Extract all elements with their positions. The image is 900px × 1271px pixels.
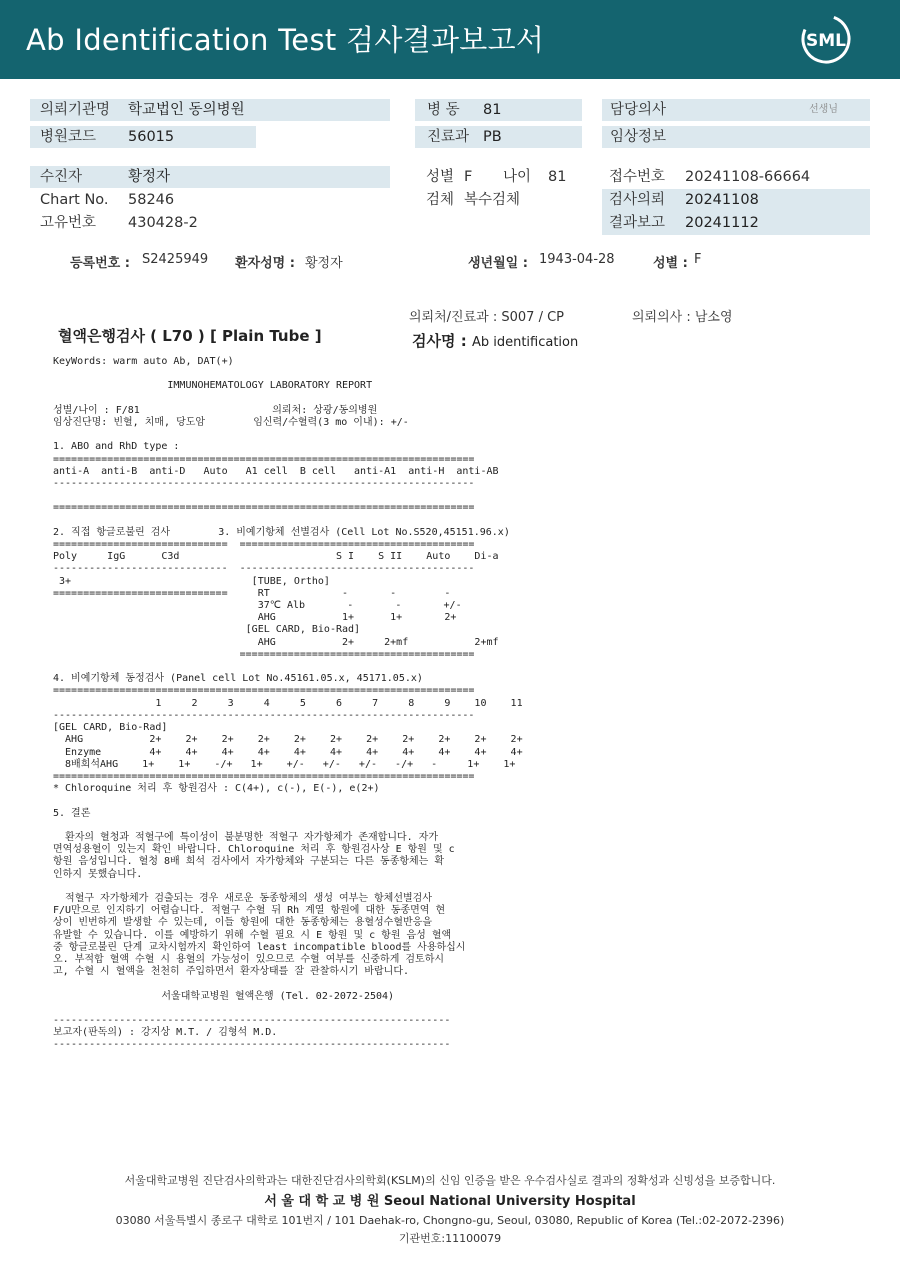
requesting-dept: 의뢰처/진료과 : S007 / CP xyxy=(409,310,564,325)
receipt-no-value: 20241108-66664 xyxy=(685,169,811,185)
logo-text: SML xyxy=(806,31,846,51)
chart-no-value: 58246 xyxy=(128,192,175,208)
report-title: Ab Identification Test 검사결과보고서 xyxy=(26,23,545,57)
patient-field xyxy=(30,166,390,188)
hospital-code-field xyxy=(30,126,256,148)
patient-name-value: 황정자 xyxy=(305,256,343,271)
reg-sex-label: 성별 : xyxy=(653,256,688,271)
report-date-value: 20241112 xyxy=(685,215,759,231)
patient-label: 수진자 xyxy=(40,169,83,185)
footer-certification: 서울대학교병원 진단검사의학과는 대한진단검사의학회(KSLM)의 신임 인증을 받은 우수검사실로 결과의 정확성과 신빙성을 보증합니다. xyxy=(124,1174,776,1187)
hospital-code-value: 56015 xyxy=(128,129,175,145)
requesting-doctor: 의뢰의사 : 남소영 xyxy=(632,310,733,325)
footer-hospital-name: 서 울 대 학 교 병 원 Seoul National University Hospital xyxy=(264,1194,636,1209)
lab-report-text: KeyWords: warm auto Ab, DAT(+) IMMUNOHEMATOLOGY LABORATORY REPORT 성별/나이 : F/81 의뢰처: 상광/동의병원 임상진단명: 빈혈, 치매, 당도암 임신력/수혈력(3 mo 이내): +/- 1. ABO and RhD type : ====================================================================== anti-A anti-B anti-D Auto A1 cell B cell anti-A1 anti-H anti-AB ---------------------------------------------------------------------- ====================================================================== 2. 직접 항글로불린 검사 3. 비예기항체 선별검사 (Cell Lot No.S520,45151.96.x) ============================= ======================================= Poly IgG C3d S I S II Auto Di-a ----------------------------- --------------------------------------- 3+ [TUBE, Ortho] ============================= RT - - - 37℃ Alb - - +/- AHG 1+ 1+ 2+ [GEL CARD, Bio-Rad] AHG 2+ 2+mf 2+mf ======================================= 4. 비예기항체 동정검사 (Panel cell Lot No.45161.05.x, 45171.05.x) ====================================================================== 1 2 3 4 5 6 7 8 9 10 11 ---------------------------------------------------------------------- [GEL CARD, Bio-Rad] AHG 2+ 2+ 2+ 2+ 2+ 2+ 2+ 2+ 2+ 2+ 2+ Enzyme 4+ 4+ 4+ 4+ 4+ 4+ 4+ 4+ 4+ 4+ 4+ 8배희석AHG 1+ 1+ -/+ 1+ +/- +/- +/- -/+ - 1+ 1+ ====================================================================== * Chloroquine 처리 후 항원검사 : C(4+), c(-), E(-), e(2+) 5. 결론 환자의 혈청과 적혈구에 특이성이 불분명한 적혈구 자가항체가 존재합니다. 자가 면역성용혈이 있는지 확인 바랍니다. Chloroquine 처리 후 항원검사상 E 항원 및 c 항원 음성입니다. 혈청 8배 희석 검사에서 자가항체와 구분되는 다른 동종항체는 확 인하지 못했습니다. 적혈구 자가항체가 검출되는 경우 새로운 동종항체의 생성 여부는 항체선별검사 F/U만으로 인지하기 어렵습니다. 적혈구 수혈 뒤 Rh 계열 항원에 대한 동종면역 현 상이 빈번하게 발생할 수 있는데, 이들 항원에 대한 동종항체는 용혈성수혈반응을 유발할 수 있습니다. 이를 예방하기 위해 수혈 필요 시 E 항원 및 c 항원 음성 혈액 중 항글로불린 단계 교차시험까지 확인하여 least incompatible blood를 사용하십시 오. 부적합 혈액 수혈 시 용혈의 가능성이 있으므로 수혈 여부를 신중하게 검토하시 고, 수혈 시 혈액을 천천히 주입하면서 환자상태를 잘 관찰하시기 바랍니다. 서울대학교병원 혈액은행 (Tel. 02-2072-2504) ------------------------------------------------------------------ 보고자(판독의) : 강지상 M.T. / 김형석 M.D. ------------------------------------------------------------------ xyxy=(53,356,523,1051)
department-field xyxy=(415,126,582,148)
dob-value: 1943-04-28 xyxy=(539,252,615,267)
test-name-value: Ab identification xyxy=(471,335,579,350)
reg-sex-value: F xyxy=(694,252,702,267)
patient-name-label: 환자성명 : xyxy=(235,256,295,271)
institution-value: 학교법인 동의병원 xyxy=(128,102,245,118)
report-date-label: 결과보고 xyxy=(609,215,666,231)
institution-label: 의뢰기관명 xyxy=(40,102,111,118)
patient-value: 황정자 xyxy=(128,169,171,185)
age-label: 나이 xyxy=(503,169,532,185)
test-name: 검사명 : Ab identification xyxy=(412,332,579,350)
doctor-field xyxy=(602,99,870,121)
ward-value: 81 xyxy=(483,102,502,118)
ward-field xyxy=(415,99,582,121)
request-date-value: 20241108 xyxy=(685,192,759,208)
footer-institution-no: 기관번호:11100079 xyxy=(398,1232,502,1245)
specimen-label: 검체 xyxy=(426,192,455,208)
dob-label: 생년월일 : xyxy=(468,256,528,271)
hospital-code-label: 병원코드 xyxy=(40,129,97,145)
request-date-label: 검사의뢰 xyxy=(609,192,666,208)
unique-no-label: 고유번호 xyxy=(40,215,97,231)
receipt-no-label: 접수번호 xyxy=(609,169,666,185)
bloodbank-test-title: 혈액은행검사 ( L70 ) [ Plain Tube ] xyxy=(58,327,322,345)
chart-no-label: Chart No. xyxy=(40,192,109,208)
regno-value: S2425949 xyxy=(142,252,209,267)
institution-field xyxy=(30,99,390,121)
regno-label: 등록번호 : xyxy=(70,256,130,271)
clinical-info-field xyxy=(602,126,870,148)
ward-label: 병 동 xyxy=(427,102,460,118)
age-value: 81 xyxy=(548,169,567,185)
sex-label: 성별 xyxy=(426,169,455,185)
department-label: 진료과 xyxy=(427,129,470,145)
clinical-info-label: 임상정보 xyxy=(610,129,667,145)
doctor-suffix: 선생님 xyxy=(809,104,838,115)
doctor-label: 담당의사 xyxy=(610,102,667,118)
footer-address: 03080 서울특별시 종로구 대학로 101번지 / 101 Daehak-ro, Chongno-gu, Seoul, 03080, Republic of Korea (Tel.:02-2072-2396) xyxy=(115,1214,785,1227)
department-value: PB xyxy=(483,129,502,145)
sml-logo-icon xyxy=(800,13,852,65)
sex-value: F xyxy=(464,169,473,185)
specimen-value: 복수검체 xyxy=(464,192,521,208)
unique-no-value: 430428-2 xyxy=(128,215,198,231)
report-header xyxy=(0,0,900,79)
dates-panel xyxy=(602,189,870,235)
